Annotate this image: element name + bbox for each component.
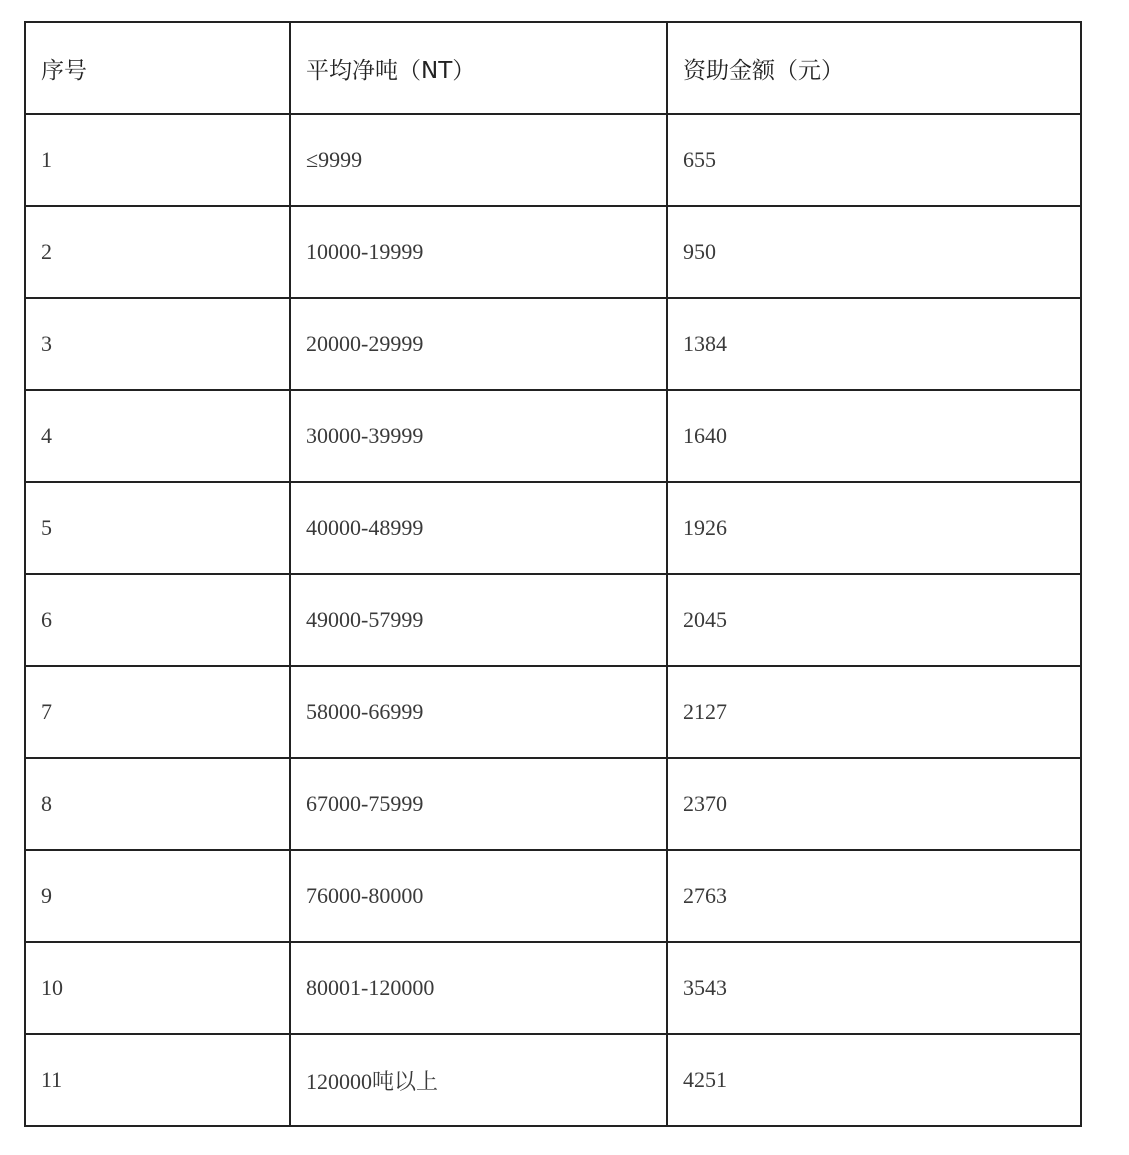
cell-index: 7 [25, 666, 290, 758]
cell-index: 6 [25, 574, 290, 666]
cell-net-tonnage: 120000吨以上 [290, 1034, 667, 1126]
cell-index: 5 [25, 482, 290, 574]
cell-subsidy-amount: 2127 [667, 666, 1081, 758]
table-row [25, 298, 1081, 390]
cell-net-tonnage: 49000-57999 [290, 574, 667, 666]
cell-net-tonnage: 10000-19999 [290, 206, 667, 298]
cell-net-tonnage: 80001-120000 [290, 942, 667, 1034]
table-row [25, 666, 1081, 758]
cell-subsidy-amount: 655 [667, 114, 1081, 206]
cell-index: 4 [25, 390, 290, 482]
cell-index: 2 [25, 206, 290, 298]
cell-index: 8 [25, 758, 290, 850]
header-index: 序号 [25, 22, 290, 114]
cell-subsidy-amount: 2045 [667, 574, 1081, 666]
cell-index: 3 [25, 298, 290, 390]
table-row [25, 1034, 1081, 1126]
table-row [25, 390, 1081, 482]
table-row [25, 942, 1081, 1034]
cell-subsidy-amount: 1926 [667, 482, 1081, 574]
header-subsidy-amount: 资助金额（元） [667, 22, 1081, 114]
cell-index: 1 [25, 114, 290, 206]
cell-subsidy-amount: 2370 [667, 758, 1081, 850]
table-header-row [25, 22, 1081, 114]
cell-subsidy-amount: 1640 [667, 390, 1081, 482]
cell-net-tonnage: 30000-39999 [290, 390, 667, 482]
cell-subsidy-amount: 4251 [667, 1034, 1081, 1126]
cell-subsidy-amount: 1384 [667, 298, 1081, 390]
cell-index: 11 [25, 1034, 290, 1126]
table-body [25, 114, 1081, 1126]
table-row [25, 482, 1081, 574]
cell-net-tonnage: 40000-48999 [290, 482, 667, 574]
cell-subsidy-amount: 2763 [667, 850, 1081, 942]
table-row [25, 850, 1081, 942]
table-row [25, 206, 1081, 298]
subsidy-table [24, 21, 1082, 1127]
cell-index: 9 [25, 850, 290, 942]
cell-net-tonnage: 67000-75999 [290, 758, 667, 850]
header-net-tonnage: 平均净吨（NT） [290, 22, 667, 114]
table-head [25, 22, 1081, 114]
cell-net-tonnage: 76000-80000 [290, 850, 667, 942]
cell-net-tonnage: 58000-66999 [290, 666, 667, 758]
table-row [25, 574, 1081, 666]
cell-subsidy-amount: 3543 [667, 942, 1081, 1034]
table-row [25, 114, 1081, 206]
cell-subsidy-amount: 950 [667, 206, 1081, 298]
cell-net-tonnage: ≤9999 [290, 114, 667, 206]
cell-net-tonnage: 20000-29999 [290, 298, 667, 390]
cell-index: 10 [25, 942, 290, 1034]
table-row [25, 758, 1081, 850]
